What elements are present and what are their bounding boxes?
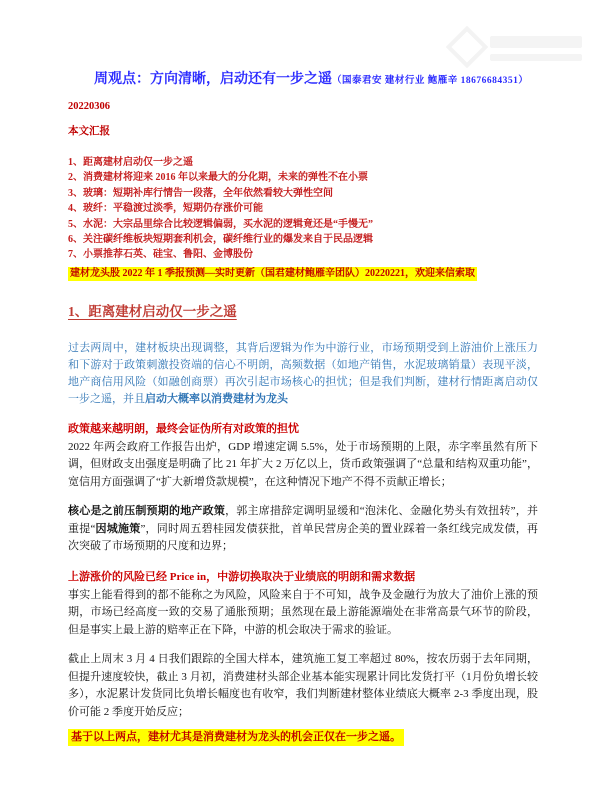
page-title: [68, 70, 538, 91]
subheading-price-in: 上游涨价的风险已经 Price in，中游切换取决于业绩底的明朗和需求数据: [68, 570, 416, 583]
paragraph-risk: 事实上能看得到的都不能称之为风险，风险来自于不可知，战争及金融行为放大了油价上涨的预期，市场已经高度一致的交易了通胀预期；虽然现在最上游能源端处在非常高景气环节的阶段，但是事实上最上游的赔率正在下降，中游的机会取决于需求的验证。: [68, 588, 538, 636]
report-label: 本文汇报: [68, 126, 110, 137]
conclusion-highlight: 基于以上两点，建材尤其是消费建材为龙头的机会正仅在一步之遥。: [68, 729, 404, 746]
watermark-subtext-block: [490, 54, 582, 61]
summary-item-3: 3、玻璃：短期补库行情告一段落，全年依然看较大弹性空间: [68, 187, 333, 199]
summary-item-5: 5、水泥：大宗品里综合比较逻辑偏弱，买水泥的逻辑竟还是“手慢无”: [68, 218, 373, 230]
paragraph-demand-data: 截止上周末 3 月 4 日我们跟踪的全国大样本，建筑施工复工率超过 80%，按农历弱于去年同期，但提升速度较快，截止 3 月初，消费建材头部企业基本能实现累计同比发货打平（1月份负增长较多），水泥累计发货同比负增长幅度也有收窄，我们判断建材整体业绩底大概率 2-3 季度出现，股价可能 2 季度开始反应；: [68, 653, 538, 718]
summary-item-4: 4、玻纤：平稳渡过淡季，短期仍存涨价可能: [68, 203, 263, 215]
paragraph-property-text-1: ，郭主席措辞定调明显缓和“泡沫化、金融化势头有效扭转”，并重提“: [68, 505, 538, 535]
paragraph-overview-bold: 启动大概率以消费建材为龙头: [145, 392, 288, 405]
watermark-diamond-icon: [446, 26, 488, 68]
summary-item-1: 1、距离建材启动仅一步之遥: [68, 157, 193, 168]
page-title-text: 周观点：方向清晰，启动还有一步之遥: [94, 72, 332, 87]
report-date: 20220306: [68, 101, 110, 112]
subheading-policy: 政策越来越明朗，最终会证伪所有对政策的担忧: [68, 422, 299, 435]
watermark-logo: [452, 30, 592, 70]
summary-item-2: 2、消费建材将迎来 2016 年以来最大的分化期，未来的弹性不在小票: [68, 172, 368, 184]
paragraph-overview-text: 过去两周中，建材板块出现调整，其背后逻辑为作为中游行业，市场预期受到上游油价上涨压力和下游对于政策刺激投资端的信心不明朗，高频数据（如地产销售，水泥玻璃销量）表现平淡，地产商信用风险（如融创商票）再次引起市场核心的担忧；但是我们判断，建材行情距离启动仅一步之遥，并且: [68, 341, 538, 405]
summary-list: [68, 155, 538, 263]
paragraph-property-bold-2: 因城施策: [95, 522, 141, 535]
paragraph-property-bold-1: 核心是之前压制预期的地产政策: [68, 505, 226, 518]
page-title-suffix: （国泰君安 建材行业 鲍雁辛 18676684351）: [332, 76, 529, 86]
paragraph-property-text-2: ”，同时周五碧桂园发债获批，首单民营房企美的置业踩着一条红线完成发债，再次突破了市场预期的尺度和边界；: [68, 522, 538, 553]
paragraph-policy: 2022 年两会政府工作报告出炉，GDP 增速定调 5.5%，处于市场预期的上限，赤字率虽然有所下调，但财政支出强度是明确了比 21 年扩大 2 万亿以上，货币政策强调了“总量和结构双重功能”，宽信用方面强调了“扩大新增贷款规模”，在这种情况下地产不得不贡献正增长；: [68, 440, 538, 488]
paragraph-overview: [68, 340, 538, 408]
watermark-text-block: [490, 36, 582, 48]
summary-item-7: 7、小票推荐石英、硅宝、鲁阳、金博股份: [68, 249, 253, 261]
highlight-banner: 建材龙头股 2022 年 1 季报预测—实时更新（国君建材鲍雁辛团队）20220221，欢迎来信索取: [70, 267, 475, 279]
paragraph-property: [68, 503, 538, 556]
summary-item-6: 6、关注碳纤维板块短期套利机会，碳纤维行业的爆发来自于民品逻辑: [68, 234, 373, 246]
section-heading: 1、距离建材启动仅一步之遥: [68, 303, 237, 319]
